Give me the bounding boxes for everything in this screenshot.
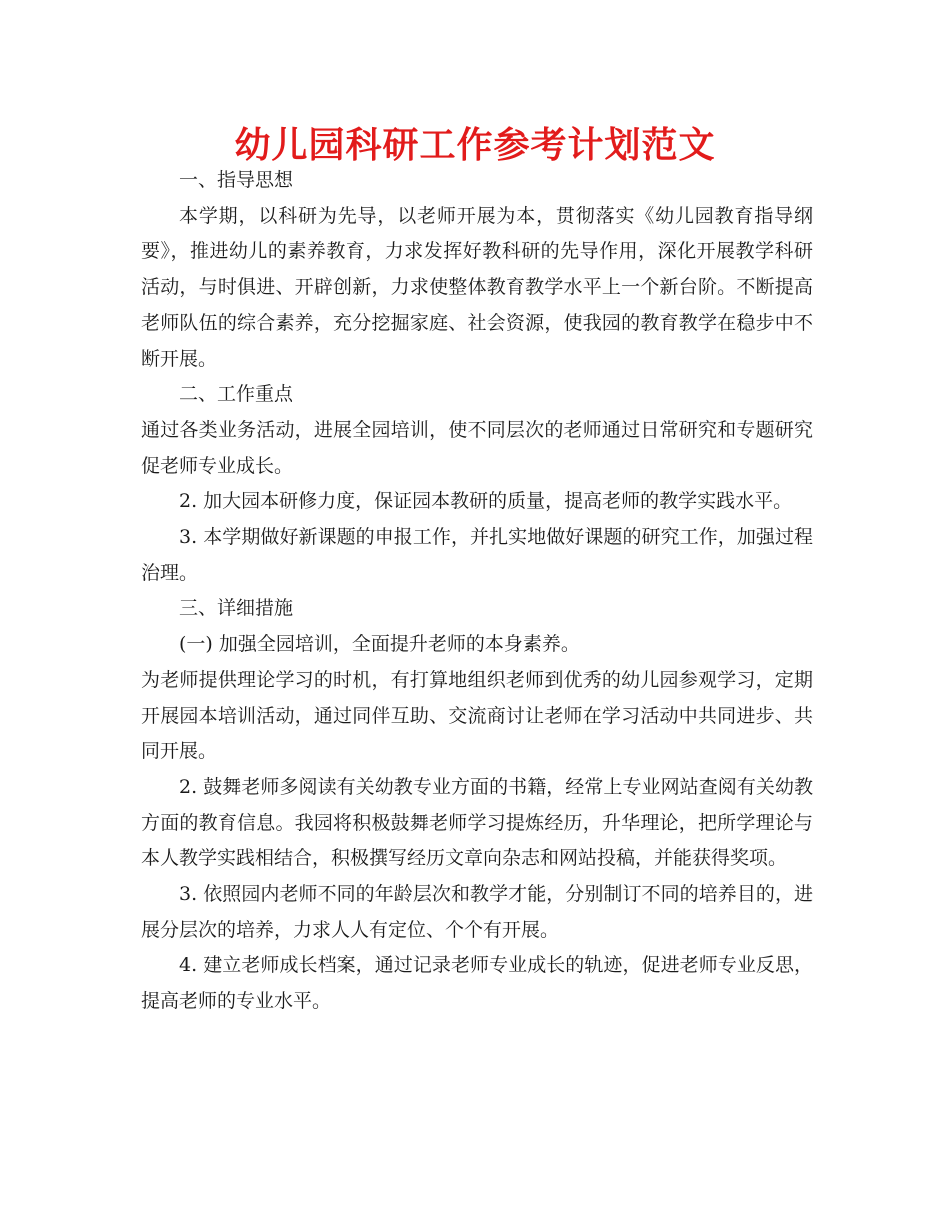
document-body (141, 163, 813, 1020)
document-title: 幼儿园科研工作参考计划范文 (234, 125, 716, 166)
paragraph-guiding-thought: 本学期，以科研为先导，以老师开展为本，贯彻落实《幼儿园教育指导纲要》，推进幼儿的素养教育，力求发挥好教科研的先导作用，深化开展教学科研活动，与时俱进、开辟创新，力求使整体教育教学水平上一个新台阶。不断提高老师队伍的综合素养，充分挖掘家庭、社会资源，使我园的教育教学在稳步中不断开展。 (141, 204, 813, 370)
paragraph-measure-1: 为老师提供理论学习的时机，有打算地组织老师到优秀的幼儿园参观学习，定期开展园本培训活动，通过同伴互助、交流商讨让老师在学习活动中共同进步、共同开展。 (141, 668, 813, 763)
paragraph-measure-4: 4. 建立老师成长档案，通过记录老师专业成长的轨迹，促进老师专业反思，提高老师的专业水平。 (141, 954, 813, 1013)
subsection-heading-training: (一) 加强全园培训，全面提升老师的本身素养。 (179, 633, 580, 656)
section-heading-work-focus: 二、工作重点 (179, 383, 294, 406)
paragraph-measure-3: 3. 依照园内老师不同的年龄层次和教学才能，分别制订不同的培养目的，进展分层次的培养，力求人人有定位、个个有开展。 (141, 883, 813, 941)
section-heading-measures: 三、详细措施 (179, 597, 294, 620)
paragraph-work-focus-1: 通过各类业务活动，进展全园培训，使不同层次的老师通过日常研究和专题研究促老师专业成长。 (141, 418, 813, 477)
paragraph-measure-2: 2. 鼓舞老师多阅读有关幼教专业方面的书籍，经常上专业网站查阅有关幼教方面的教育信息。我园将积极鼓舞老师学习提炼经历，升华理论，把所学理论与本人教学实践相结合，积极撰写经历文章向杂志和网站投稿，并能获得奖项。 (141, 775, 813, 870)
paragraph-work-focus-2: 2. 加大园本研修力度，保证园本教研的质量，提高老师的教学实践水平。 (179, 490, 793, 513)
section-heading-guiding-thought: 一、指导思想 (179, 169, 294, 191)
paragraph-work-focus-3: 3. 本学期做好新课题的申报工作，并扎实地做好课题的研究工作，加强过程治理。 (141, 526, 813, 584)
